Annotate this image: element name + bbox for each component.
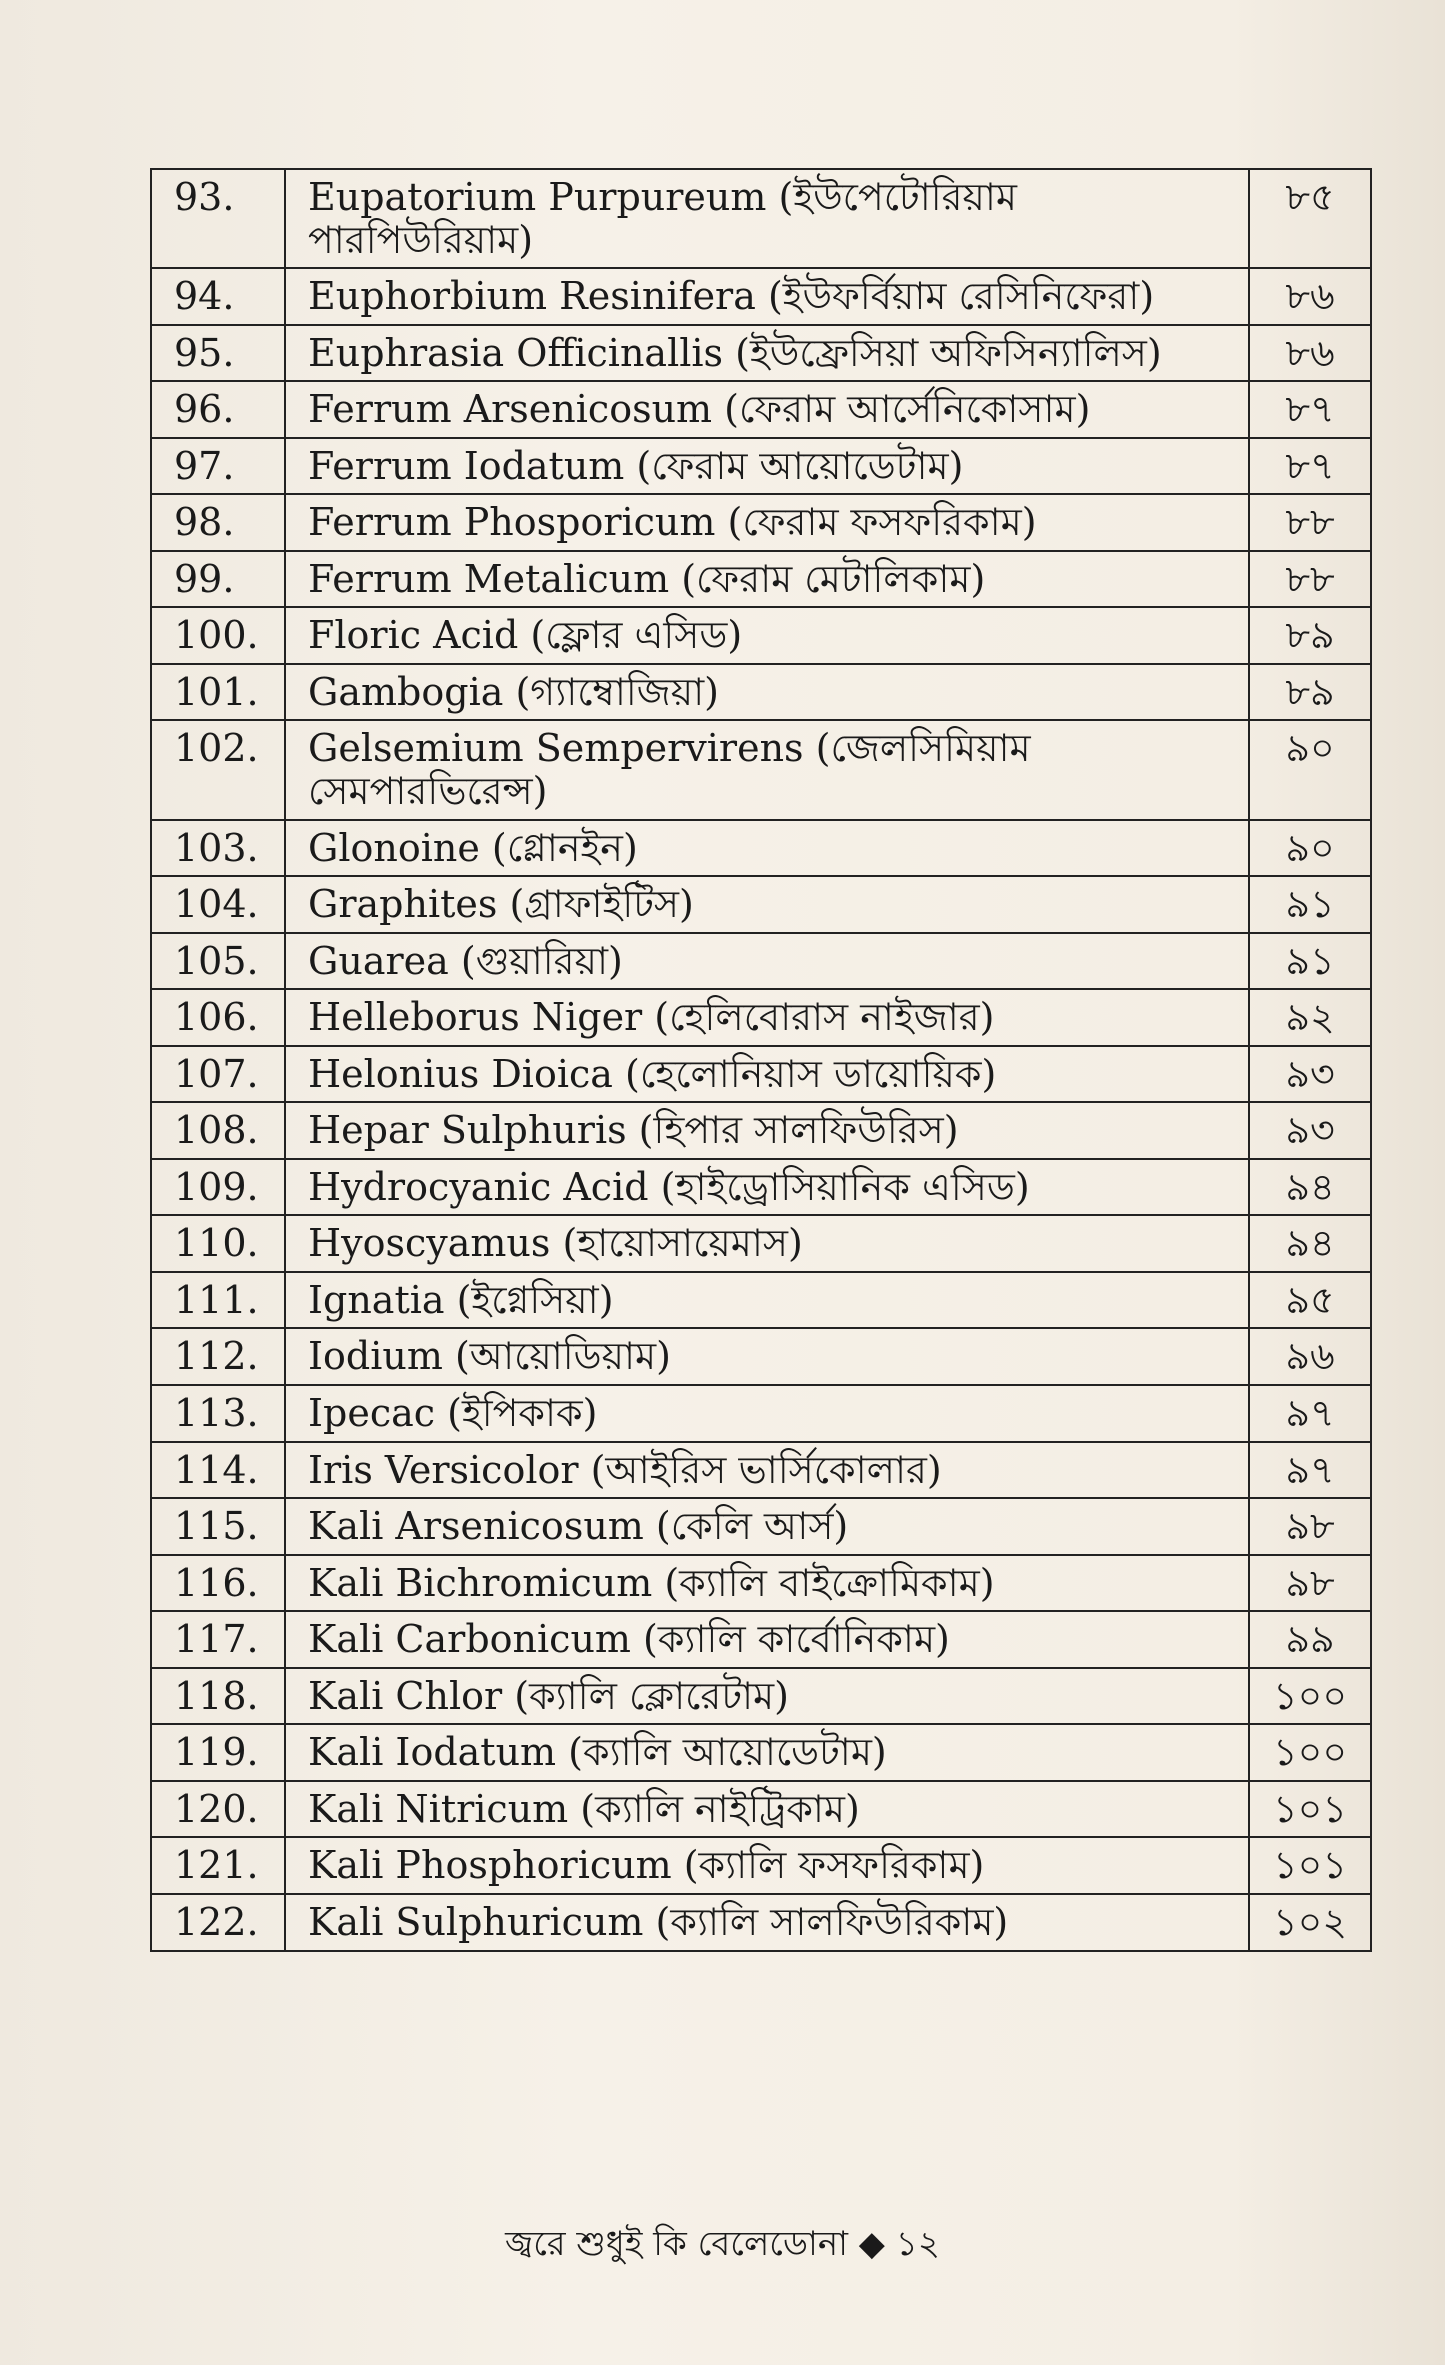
remedy-name: Eupatorium Purpureum (ইউপেটোরিয়াম পারপিউরিয়াম) — [285, 169, 1249, 268]
table-row — [151, 607, 1371, 664]
page-number: ৯০ — [1249, 820, 1371, 877]
entry-number: 120. — [151, 1781, 285, 1838]
page-number: ৯১ — [1249, 876, 1371, 933]
contents-table — [150, 168, 1372, 1952]
table-row — [151, 1442, 1371, 1499]
table-row — [151, 169, 1371, 268]
page-number: ১০২ — [1249, 1894, 1371, 1951]
entry-number: 118. — [151, 1668, 285, 1725]
remedy-name: Hepar Sulphuris (হিপার সালফিউরিস) — [285, 1102, 1249, 1159]
page-number: ৯৯ — [1249, 1611, 1371, 1668]
page-number: ৯৫ — [1249, 1272, 1371, 1329]
page-number: ৯৩ — [1249, 1046, 1371, 1103]
table-row — [151, 1668, 1371, 1725]
page-number: ৯৩ — [1249, 1102, 1371, 1159]
remedy-name: Helleborus Niger (হেলিবোরাস নাইজার) — [285, 989, 1249, 1046]
entry-number: 105. — [151, 933, 285, 990]
page-number: ৮৬ — [1249, 268, 1371, 325]
table-row — [151, 551, 1371, 608]
page-number: ৮৬ — [1249, 325, 1371, 382]
remedy-name: Graphites (গ্রাফাইটিস) — [285, 876, 1249, 933]
page-number: ১০০ — [1249, 1668, 1371, 1725]
contents-table-body — [151, 169, 1371, 1951]
entry-number: 112. — [151, 1328, 285, 1385]
remedy-name: Euphrasia Officinallis (ইউফ্রেসিয়া অফিসিন্যালিস) — [285, 325, 1249, 382]
page-number: ৯১ — [1249, 933, 1371, 990]
page-number: ৯৭ — [1249, 1385, 1371, 1442]
table-row — [151, 494, 1371, 551]
page-number: ৯৬ — [1249, 1328, 1371, 1385]
table-row — [151, 933, 1371, 990]
remedy-name: Euphorbium Resinifera (ইউফর্বিয়াম রেসিনিফেরা) — [285, 268, 1249, 325]
table-row — [151, 438, 1371, 495]
remedy-name: Iodium (আয়োডিয়াম) — [285, 1328, 1249, 1385]
remedy-name: Kali Nitricum (ক্যালি নাইট্রিকাম) — [285, 1781, 1249, 1838]
entry-number: 93. — [151, 169, 285, 268]
entry-number: 102. — [151, 720, 285, 819]
remedy-name: Kali Chlor (ক্যালি ক্লোরেটাম) — [285, 1668, 1249, 1725]
entry-number: 113. — [151, 1385, 285, 1442]
entry-number: 116. — [151, 1555, 285, 1612]
table-row — [151, 325, 1371, 382]
page-number: ৯৪ — [1249, 1215, 1371, 1272]
remedy-name: Kali Carbonicum (ক্যালি কার্বোনিকাম) — [285, 1611, 1249, 1668]
entry-number: 100. — [151, 607, 285, 664]
table-row — [151, 1611, 1371, 1668]
table-row — [151, 1272, 1371, 1329]
entry-number: 95. — [151, 325, 285, 382]
entry-number: 117. — [151, 1611, 285, 1668]
remedy-name: Gambogia (গ্যাম্বোজিয়া) — [285, 664, 1249, 721]
table-row — [151, 268, 1371, 325]
page-footer: জ্বরে শুধুই কি বেলেডোনা ◆ ১২ — [505, 2224, 940, 2264]
remedy-name: Helonius Dioica (হেলোনিয়াস ডায়োয়িক) — [285, 1046, 1249, 1103]
entry-number: 110. — [151, 1215, 285, 1272]
remedy-name: Ipecac (ইপিকাক) — [285, 1385, 1249, 1442]
entry-number: 101. — [151, 664, 285, 721]
remedy-name: Hydrocyanic Acid (হাইড্রোসিয়ানিক এসিড) — [285, 1159, 1249, 1216]
entry-number: 94. — [151, 268, 285, 325]
table-row — [151, 820, 1371, 877]
table-row — [151, 989, 1371, 1046]
table-row — [151, 1724, 1371, 1781]
remedy-name: Kali Phosphoricum (ক্যালি ফসফরিকাম) — [285, 1837, 1249, 1894]
page-number: ৯৪ — [1249, 1159, 1371, 1216]
page-number: ৮৭ — [1249, 438, 1371, 495]
entry-number: 119. — [151, 1724, 285, 1781]
entry-number: 106. — [151, 989, 285, 1046]
remedy-name: Kali Sulphuricum (ক্যালি সালফিউরিকাম) — [285, 1894, 1249, 1951]
remedy-name: Ferrum Iodatum (ফেরাম আয়োডেটাম) — [285, 438, 1249, 495]
table-row — [151, 381, 1371, 438]
table-row — [151, 1385, 1371, 1442]
table-row — [151, 1498, 1371, 1555]
entry-number: 97. — [151, 438, 285, 495]
table-row — [151, 1328, 1371, 1385]
page-number: ৮৮ — [1249, 494, 1371, 551]
page-number: ৮৯ — [1249, 664, 1371, 721]
table-row — [151, 1159, 1371, 1216]
table-row — [151, 1781, 1371, 1838]
remedy-name: Guarea (গুয়ারিয়া) — [285, 933, 1249, 990]
table-row — [151, 876, 1371, 933]
remedy-name: Floric Acid (ফ্লোর এসিড) — [285, 607, 1249, 664]
page-number: ১০১ — [1249, 1837, 1371, 1894]
page-number: ৯৮ — [1249, 1498, 1371, 1555]
entry-number: 109. — [151, 1159, 285, 1216]
entry-number: 122. — [151, 1894, 285, 1951]
remedy-name: Iris Versicolor (আইরিস ভার্সিকোলার) — [285, 1442, 1249, 1499]
remedy-name: Kali Bichromicum (ক্যালি বাইক্রোমিকাম) — [285, 1555, 1249, 1612]
page-number: ৮৮ — [1249, 551, 1371, 608]
entry-number: 115. — [151, 1498, 285, 1555]
remedy-name: Gelsemium Sempervirens (জেলসিমিয়াম সেমপারভিরেন্স) — [285, 720, 1249, 819]
table-row — [151, 1894, 1371, 1951]
page-number: ৮৫ — [1249, 169, 1371, 268]
page-number: ৯০ — [1249, 720, 1371, 819]
remedy-name: Kali Iodatum (ক্যালি আয়োডেটাম) — [285, 1724, 1249, 1781]
remedy-name: Ignatia (ইগ্নেসিয়া) — [285, 1272, 1249, 1329]
page-number: ৮৭ — [1249, 381, 1371, 438]
remedy-name: Ferrum Arsenicosum (ফেরাম আর্সেনিকোসাম) — [285, 381, 1249, 438]
entry-number: 99. — [151, 551, 285, 608]
page-number: ৯২ — [1249, 989, 1371, 1046]
table-row — [151, 1837, 1371, 1894]
entry-number: 103. — [151, 820, 285, 877]
entry-number: 121. — [151, 1837, 285, 1894]
table-row — [151, 1046, 1371, 1103]
table-row — [151, 720, 1371, 819]
page-number: ১০১ — [1249, 1781, 1371, 1838]
entry-number: 98. — [151, 494, 285, 551]
remedy-name: Kali Arsenicosum (কেলি আর্স) — [285, 1498, 1249, 1555]
table-row — [151, 1102, 1371, 1159]
table-row — [151, 1215, 1371, 1272]
remedy-name: Glonoine (গ্লোনইন) — [285, 820, 1249, 877]
remedy-name: Ferrum Metalicum (ফেরাম মেটালিকাম) — [285, 551, 1249, 608]
entry-number: 104. — [151, 876, 285, 933]
entry-number: 96. — [151, 381, 285, 438]
page-number: ৯৮ — [1249, 1555, 1371, 1612]
entry-number: 107. — [151, 1046, 285, 1103]
page-number: ১০০ — [1249, 1724, 1371, 1781]
table-row — [151, 1555, 1371, 1612]
remedy-name: Ferrum Phosporicum (ফেরাম ফসফরিকাম) — [285, 494, 1249, 551]
page-number: ৮৯ — [1249, 607, 1371, 664]
entry-number: 111. — [151, 1272, 285, 1329]
remedy-name: Hyoscyamus (হায়োসায়েমাস) — [285, 1215, 1249, 1272]
page-number: ৯৭ — [1249, 1442, 1371, 1499]
entry-number: 114. — [151, 1442, 285, 1499]
table-row — [151, 664, 1371, 721]
entry-number: 108. — [151, 1102, 285, 1159]
